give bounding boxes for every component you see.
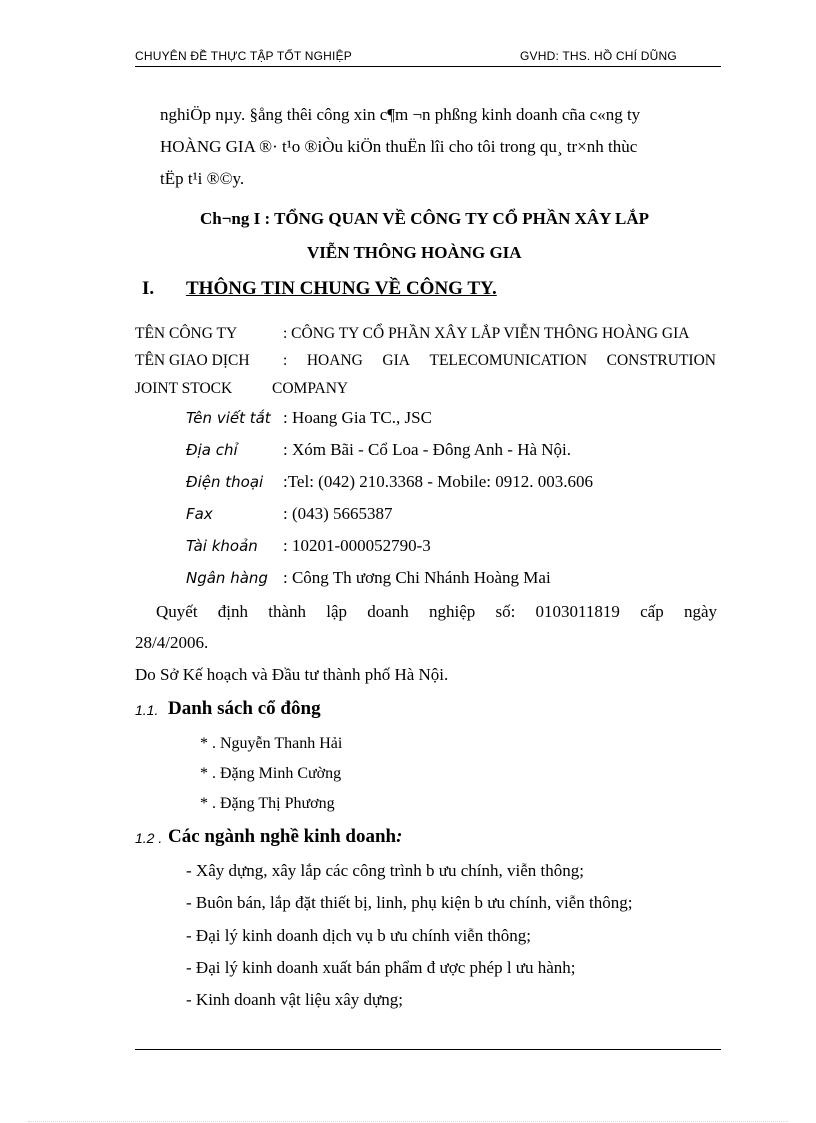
decision-line-1 [156,603,717,620]
section-title: THÔNG TIN CHUNG VỀ CÔNG TY. [186,278,497,299]
footer-rule [135,1049,721,1050]
phone-label: Điện thoại [186,473,264,491]
business-item: - Kinh doanh vật liệu xây dựng; [186,990,403,1009]
trade-name-cont-2: COMPANY [272,380,349,397]
fax-value: : (043) 5665387 [283,504,393,523]
company-name-label: TÊN CÔNG TY [135,325,238,342]
trade-name-cont-1: JOINT STOCK [135,380,233,397]
trade-word: GIA [382,352,410,369]
decision-line-2: 28/4/2006. [135,633,209,652]
decision-word: định [217,602,248,621]
header-supervisor: GVHD: THS. HỒ CHÍ DŨNG [520,49,677,63]
chapter-heading-line-1: Ch¬ng I : TỔNG QUAN VỀ CÔNG TY CỔ PHẦN XÂY LẮP [200,209,650,228]
abbrev-label: Tên viết tắt [186,409,271,427]
intro-line-2: HOÀNG GIA ®· t¹o ®iÒu kiÖn thuËn lîi cho tôi trong qu¸ tr×nh thùc [160,137,638,156]
business-item: - Xây dựng, xây lắp các công trình b ưu chính, viễn thông; [186,861,584,880]
abbrev-value: : Hoang Gia TC., JSC [283,408,432,427]
decision-word: lập [326,602,347,621]
shareholders-number: 1.1. [135,702,159,718]
decision-word: cấp [640,602,664,621]
business-number: 1.2 . [135,830,163,846]
decision-word: nghiệp [428,602,476,621]
business-title-colon: : [396,826,403,847]
page-edge-rule [28,1121,788,1122]
address-value: : Xóm Bãi - Cổ Loa - Đông Anh - Hà Nội. [283,440,572,459]
bank-label: Ngân hàng [186,569,268,587]
trade-word: HOANG [306,352,363,369]
shareholder-item: * . Nguyễn Thanh Hải [200,735,343,752]
trade-word: : [283,352,288,369]
trade-word: TELECOMUNICATION [429,352,588,369]
shareholders-title: Danh sách cổ đông [168,698,321,719]
shareholder-item: * . Đặng Thị Phương [200,795,335,812]
decision-word: doanh [367,602,409,621]
trade-name-label: TÊN GIAO DỊCH [135,352,250,369]
bank-value: : Công Th ương Chi Nhánh Hoàng Mai [283,568,551,587]
decision-word: 0103011819 [535,602,620,621]
fax-label: Fax [186,505,213,523]
account-label: Tài khoản [186,537,258,555]
business-title [168,826,402,848]
section-number: I. [142,278,155,299]
decision-word: Quyết [156,602,198,621]
business-item: - Đại lý kinh doanh xuất bán phẩm đ ược phép l ưu hành; [186,958,576,977]
business-item: - Đại lý kinh doanh dịch vụ b ưu chính viễn thông; [186,926,531,945]
chapter-heading-line-2: VIỄN THÔNG HOÀNG GIA [307,243,522,262]
phone-value: :Tel: (042) 210.3368 - Mobile: 0912. 003.606 [283,472,593,491]
company-name-value: : CÔNG TY CỔ PHẦN XÂY LẮP VIỄN THÔNG HOÀNG GIA [283,325,690,342]
trade-name-value [283,352,716,370]
business-item: - Buôn bán, lắp đặt thiết bị, linh, phụ kiện b ưu chính, viễn thông; [186,893,633,912]
header-title: CHUYÊN ĐỀ THỰC TẬP TỐT NGHIỆP [135,49,352,63]
account-value: : 10201-000052790-3 [283,536,431,555]
trade-word: CONSTRUTION [606,352,716,369]
header-rule [135,66,721,67]
shareholder-item: * . Đặng Minh Cường [200,765,342,782]
decision-word: số: [495,602,516,621]
intro-line-1: nghiÖp nµy. §ång thêi công xin c¶m ¬n phßng kinh doanh cña c«ng ty [160,105,641,124]
decision-line-3: Do Sở Kế hoạch và Đầu tư thành phố Hà Nội. [135,665,449,684]
decision-word: thành [268,602,306,621]
intro-line-3: tËp t¹i ®©y. [160,169,245,188]
decision-word: ngày [683,602,717,621]
business-title-text: Các ngành nghề kinh doanh [168,826,397,847]
address-label: Địa chỉ [186,441,238,459]
